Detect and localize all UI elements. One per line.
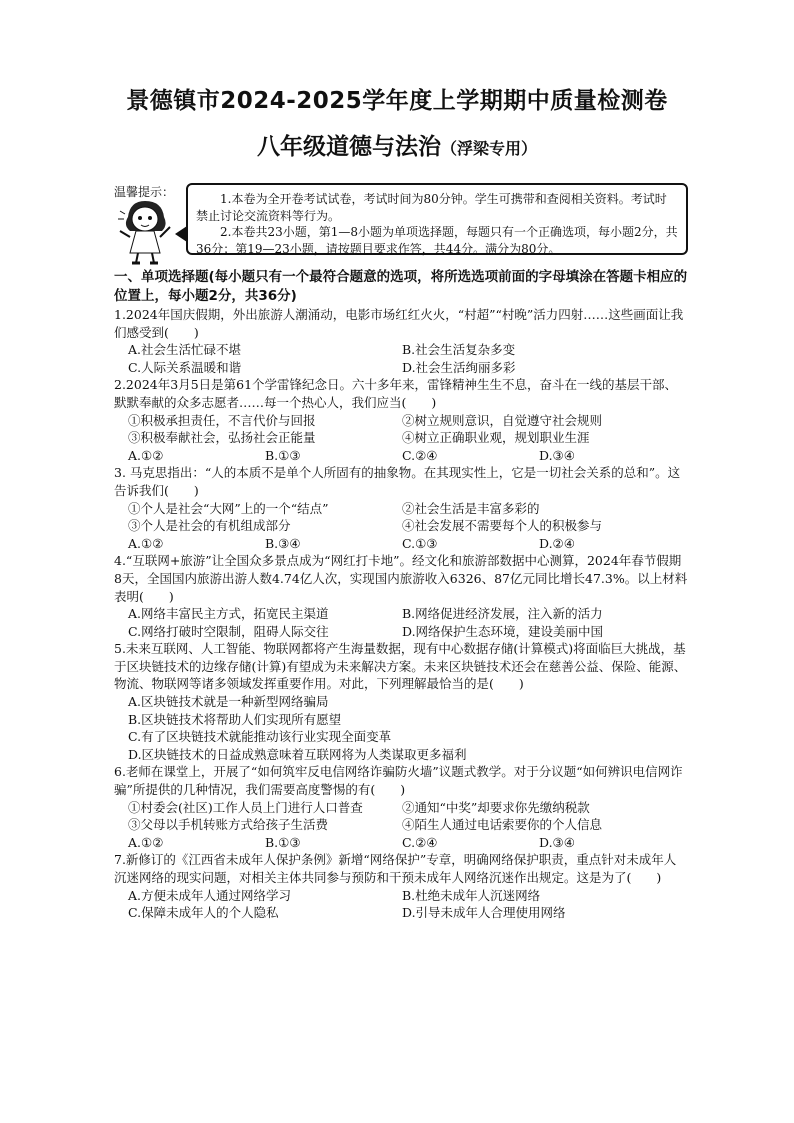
option-row (114, 359, 688, 377)
option: D.引导未成年人合理使用网络 (402, 905, 566, 921)
option: B.网络促进经济发展，注入新的活力 (402, 606, 603, 622)
section-heading: 一、单项选择题(每小题只有一个最符合题意的选项，将所选选项前面的字母填涂在答题卡相应的位置上，每小题2分，共36分) (114, 269, 688, 304)
item-row (114, 799, 688, 817)
option: A.网络丰富民主方式，拓宽民主渠道 (128, 606, 329, 622)
tip-line-1: 1.本卷为全开卷考试试卷，考试时间为80分钟。学生可携带和查阅相关资料。考试时禁止讨论交流资料等行为。 (196, 192, 667, 223)
item-row (114, 500, 688, 518)
option: C.①③ (402, 535, 438, 551)
statement-item: ③个人是社会的有机组成部分 (128, 518, 291, 534)
option: B.杜绝未成年人沉迷网络 (402, 887, 541, 903)
statement-item: ②通知“中奖”却要求你先缴纳税款 (402, 799, 590, 815)
option: B.社会生活复杂多变 (402, 342, 516, 358)
exam-content (114, 268, 688, 922)
option-row (114, 447, 688, 465)
statement-item: ③父母以手机转账方式给孩子生活费 (128, 817, 329, 833)
item-row (114, 412, 688, 430)
statement-item: ①个人是社会“大网”上的一个“结点” (128, 500, 329, 516)
item-row (114, 429, 688, 447)
option: D.区块链技术的日益成熟意味着互联网将为人类谋取更多福利 (128, 746, 467, 762)
statement-item: ④树立正确职业观，规划职业生涯 (402, 430, 590, 446)
statement-item: ②社会生活是丰富多彩的 (402, 500, 540, 516)
option: A.①② (128, 834, 164, 850)
tip-line-2: 2.本卷共23小题，第1—8小题为单项选择题，每题只有一个正确选项，每小题2分，共36分；第19—23小题，请按题目要求作答，共44分。满分为80分。 (196, 225, 678, 256)
statement-item: ③积极奉献社会，弘扬社会正能量 (128, 430, 316, 446)
tips-label: 温馨提示： (114, 185, 175, 199)
option: C.②④ (402, 447, 438, 463)
item-row (114, 816, 688, 834)
option: A.社会生活忙碌不堪 (128, 342, 242, 358)
subtitle-note: （浮梁专用） (440, 139, 537, 158)
exam-title: 景德镇市2024-2025学年度上学期期中质量检测卷 (126, 88, 668, 114)
question-stem: 1.2024年国庆假期，外出旅游人潮涌动，电影市场红红火火，“村超”“村晚”活力四射……这些画面让我们感受到( ) (114, 307, 684, 340)
option: A.①② (128, 447, 164, 463)
option: B.区块链技术将帮助人们实现所有愿望 (128, 711, 342, 727)
statement-item: ④社会发展不需要每个人的积极参与 (402, 518, 603, 534)
option-row (114, 341, 688, 359)
question-stem: 2.2024年3月5日是第61个学雷锋纪念日。六十多年来，雷锋精神生生不息，奋斗在一线的基层干部、默默奉献的众多志愿者……每一个热心人，我们应当( ) (114, 377, 678, 410)
option: A.①② (128, 535, 164, 551)
question-stem: 3. 马克思指出：“人的本质不是单个人所固有的抽象物。在其现实性上，它是一切社会关系的总和”。这告诉我们( ) (114, 465, 681, 498)
exam-subtitle (0, 128, 794, 161)
question-stem: 5.未来互联网、人工智能、物联网都将产生海量数据，现有中心数据存储(计算模式)将面临巨大挑战，基于区块链技术的边缘存储(计算)有望成为未来解决方案。未来区块链技术还会在慈善公益、保险、能源、物流、物联网等诸多领域发挥重要作用。对此，下列理解最恰当的是( ) (114, 641, 687, 692)
option: D.②④ (539, 535, 575, 551)
question-stem: 6.老师在课堂上，开展了“如何筑牢反电信网络诈骗防火墙”议题式教学。对于分议题“如何辨识电信网诈骗”所提供的几种情况，我们需要高度警惕的有( ) (114, 764, 683, 798)
item-row (114, 517, 688, 535)
option-row (114, 605, 688, 623)
girl-mascot-icon (112, 197, 178, 265)
option: C.②④ (402, 834, 438, 850)
subject-name: 八年级道德与法治 (256, 134, 441, 160)
option-row (114, 887, 688, 905)
option: C.人际关系温暖和谐 (128, 359, 242, 375)
question-stem: 7.新修订的《江西省未成年人保护条例》新增“网络保护”专章，明确网络保护职责，重点针对未成年人沉迷网络的现实问题，对相关主体共同参与预防和干预未成年人网络沉迷作出规定。这是为了( ) (114, 852, 677, 885)
option: C.网络打破时空限制，阻碍人际交往 (128, 623, 329, 639)
option: D.③④ (539, 447, 575, 463)
option: A.方便未成年人通过网络学习 (128, 887, 292, 903)
statement-item: ①积极承担责任，不言代价与回报 (128, 412, 316, 428)
statement-item: ②树立规则意识，自觉遵守社会规则 (402, 412, 603, 428)
option: D.③④ (539, 834, 575, 850)
option: D.网络保护生态环境，建设美丽中国 (402, 623, 604, 639)
statement-item: ④陌生人通过电话索要你的个人信息 (402, 817, 603, 833)
option: B.①③ (265, 447, 301, 463)
option-row (114, 834, 688, 852)
option: B.①③ (265, 834, 301, 850)
option: A.区块链技术就是一种新型网络骗局 (128, 694, 329, 710)
option: D.社会生活绚丽多彩 (402, 359, 516, 375)
option: C.保障未成年人的个人隐私 (128, 905, 279, 921)
tips-box (186, 183, 688, 255)
option: C.有了区块链技术就能推动该行业实现全面变革 (128, 729, 392, 745)
option-row (114, 623, 688, 641)
option-row (114, 535, 688, 553)
statement-item: ①村委会(社区)工作人员上门进行人口普查 (128, 799, 363, 815)
question-stem: 4.“互联网+旅游”让全国众多景点成为“网红打卡地”。经文化和旅游部数据中心测算，2024年春节假期8天，全国国内旅游出游人数4.74亿人次，实现国内旅游收入6326、87亿元同比增长47.3%。以上材料表明( ) (114, 553, 688, 604)
option: B.③④ (265, 535, 301, 551)
option-row (114, 904, 688, 922)
